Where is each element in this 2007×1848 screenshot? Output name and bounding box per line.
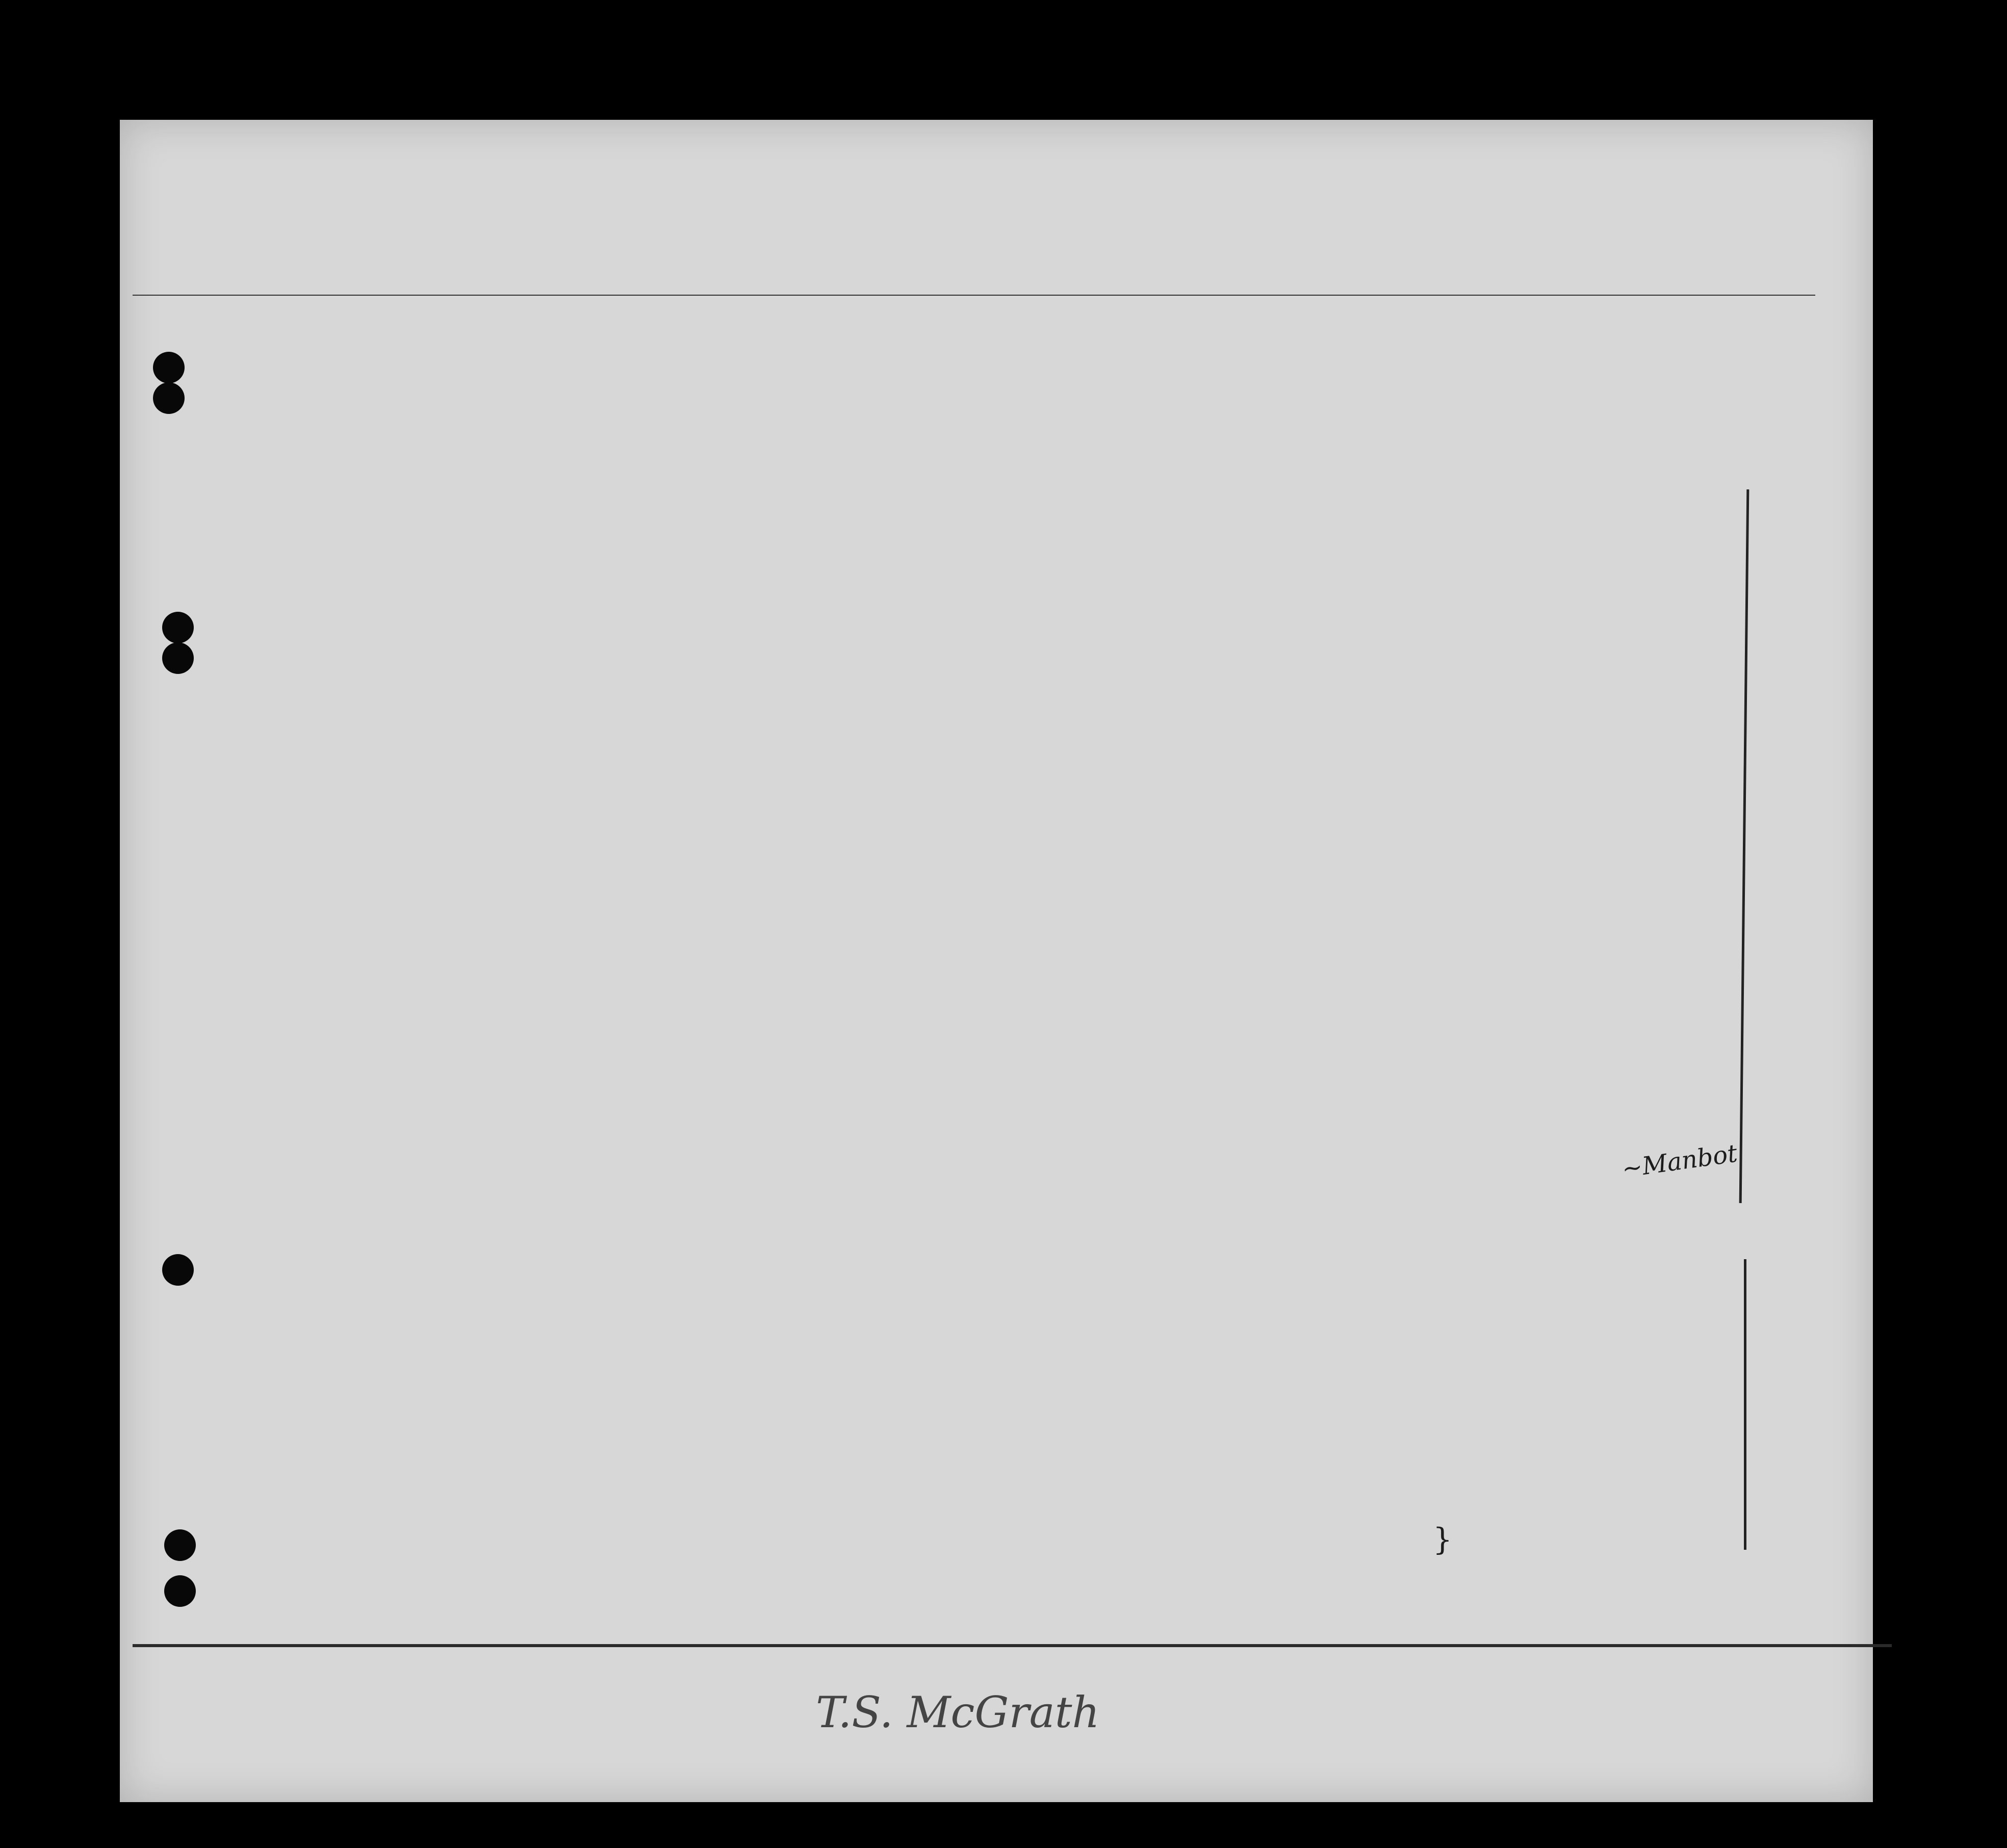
punch-hole: [162, 612, 194, 643]
punch-hole: [164, 1575, 196, 1607]
inspector-bracket-line-2: [1744, 1259, 1746, 1550]
col10-header: [1100, 319, 1136, 349]
transfer-bracket: }: [1433, 1522, 1453, 1557]
col13-header: [1331, 319, 1377, 349]
punch-hole: [153, 352, 185, 383]
col9-header: [1067, 319, 1097, 349]
voyage-underline: [133, 295, 1815, 296]
col8-header: [1020, 319, 1063, 329]
col14-header: [1379, 319, 1425, 349]
purser-signature: ~Manbot: [1620, 1139, 1739, 1184]
col17-header: [1701, 319, 1820, 325]
punch-hole: [162, 642, 194, 674]
service-check-marks: [617, 418, 709, 1621]
col4-header: [622, 319, 696, 329]
inspector-signature: T.S. McGrath: [816, 1687, 1100, 1737]
col15-header: [1428, 319, 1525, 339]
punch-hole: [164, 1529, 196, 1561]
col12-header: [1237, 319, 1328, 349]
punch-hole: [153, 382, 185, 414]
col5-header: [699, 319, 811, 329]
punch-hole: [162, 1254, 194, 1286]
col3-header: [291, 319, 622, 329]
footer-rule: [133, 1644, 1892, 1647]
col11-header: [1140, 319, 1234, 349]
manifest-sheet: [120, 120, 1873, 1802]
col6-header: [813, 319, 971, 328]
col1-header: [191, 319, 219, 324]
